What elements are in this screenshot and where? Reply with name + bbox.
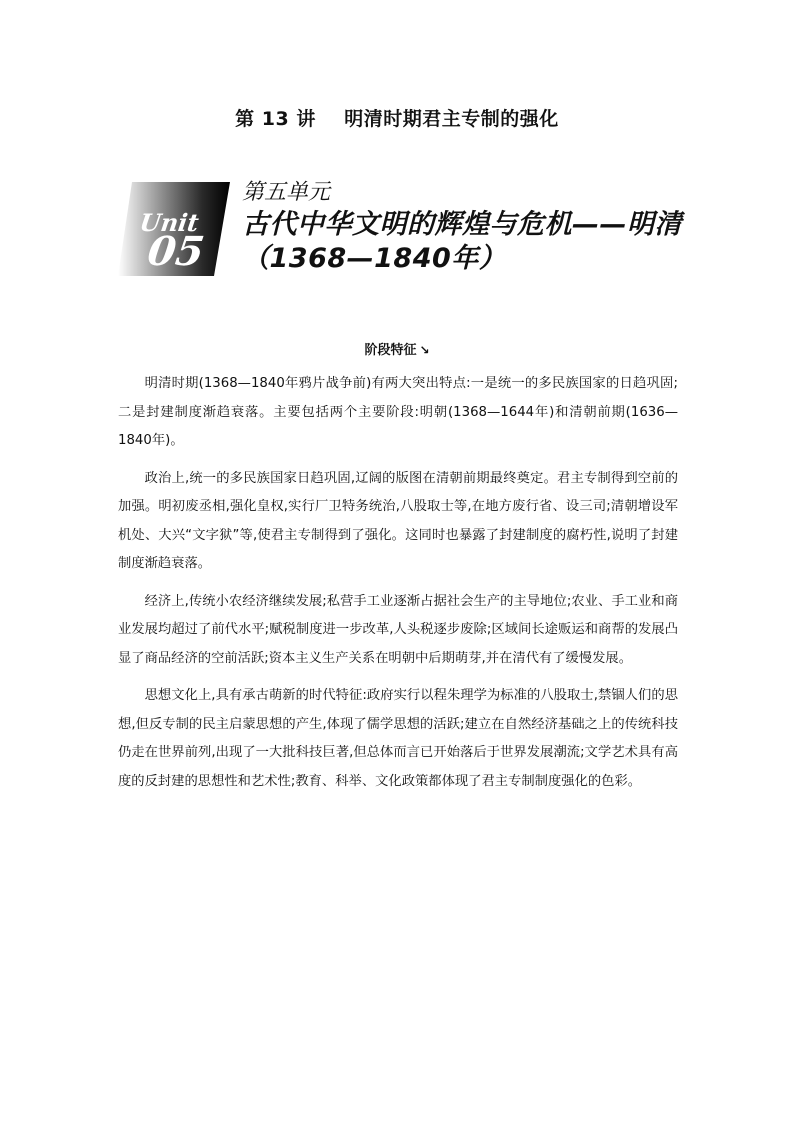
arrow-down-right-icon: ↘ [419, 343, 430, 357]
unit-text [242, 178, 742, 276]
paragraph-economy: 经济上,传统小农经济继续发展;私营手工业逐渐占据社会生产的主导地位;农业、手工业和商业发展均超过了前代水平;赋税制度进一步改革,人头税逐步废除;区域间长途贩运和商帮的发展凸显了商品经济的空前活跃;资本主义生产关系在明朝中后期萌芽,并在清代有了缓慢发展。 [118, 593, 678, 666]
unit-heading-line2: （1368—1840年） [242, 243, 507, 274]
paragraph-politics: 政治上,统一的多民族国家日趋巩固,辽阔的版图在清朝前期最终奠定。君主专制得到空前的加强。明初废丞相,强化皇权,实行厂卫特务统治,八股取士等,在地方废行省、设三司;清朝增设军机处、大兴“文字狱”等,使君主专制得到了强化。这同时也暴露了封建制度的腐朽性,说明了封建制度渐趋衰落。 [118, 470, 678, 571]
unit-label: 第五单元 [242, 180, 331, 205]
section-heading-text: 阶段特征 [364, 343, 417, 358]
paragraph-culture: 思想文化上,具有承古萌新的时代特征:政府实行以程朱理学为标准的八股取士,禁锢人们的思想,但反专制的民主启蒙思想的产生,体现了儒学思想的活跃;建立在自然经济基础之上的传统科技仍走在世界前列,出现了一大批科技巨著,但总体而言已开始落后于世界发展潮流;文学艺术具有高度的反封建的思想性和艺术性;教育、科举、文化政策都体现了君主专制制度强化的色彩。 [118, 688, 678, 789]
unit-badge-number: 05 [144, 228, 208, 275]
body-text [118, 370, 678, 805]
unit-banner [118, 178, 738, 282]
unit-badge-word: Unit [137, 208, 201, 237]
lecture-title: 第 13 讲 明清时期君主专制的强化 [235, 108, 559, 130]
paragraph-overview: 明清时期(1368—1840年鸦片战争前)有两大突出特点:一是统一的多民族国家的日趋巩固;二是封建制度渐趋衰落。主要包括两个主要阶段:明朝(1368—1644年)和清朝前期(1636—1840年)。 [118, 376, 678, 448]
unit-heading-line1: 古代中华文明的辉煌与危机——明清 [242, 209, 682, 240]
section-heading [0, 339, 794, 358]
unit-badge [118, 182, 230, 276]
